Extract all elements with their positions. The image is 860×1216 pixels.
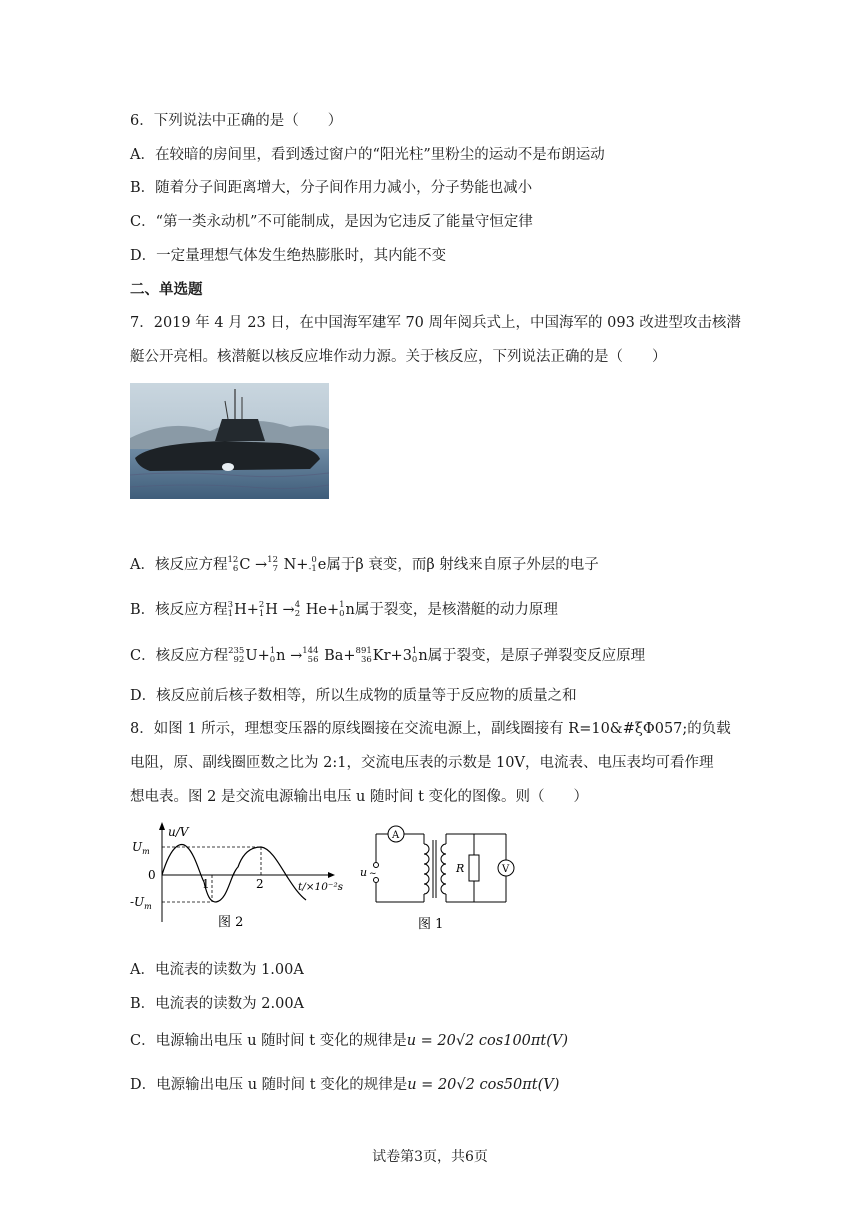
um-sub: m	[142, 847, 150, 856]
q6-option-c: C．“第一类永动机”不可能制成，是因为它违反了能量守恒定律	[130, 214, 533, 230]
tick-2: 2	[256, 877, 264, 891]
q8-option-d-prefix: D．电源输出电压 u 随时间 t 变化的规律是	[130, 1077, 408, 1093]
zero-label: 0	[148, 868, 156, 882]
um-label: U	[132, 840, 143, 854]
q8-stem-line1: 8．如图 1 所示，理想变压器的原线圈接在交流电源上，副线圈接有 R=10&#ξΦ057;的负载	[130, 721, 731, 737]
fig1-caption: 图 1	[418, 917, 444, 932]
svg-text:-Um	[130, 895, 152, 911]
q7-option-a-suffix: 属于β 衰变，而β 射线来自原子外层的电子	[326, 557, 599, 573]
q7-option-d: D．核反应前后核子数相等，所以生成物的质量等于反应物的质量之和	[130, 688, 577, 704]
q7-option-b-suffix: 属于裂变，是核潜艇的动力原理	[354, 602, 558, 618]
svg-text:~: ~	[369, 869, 377, 879]
q7-option-c-suffix: 属于裂变，是原子弹裂变反应原理	[427, 648, 646, 664]
q8-stem-line2: 电阻，原、副线圈匝数之比为 2:1，交流电压表的示数是 10V，电流表、电压表均可看作理	[130, 755, 714, 771]
svg-text:Um	[132, 840, 150, 856]
q8-option-d	[130, 1075, 559, 1095]
fig2-caption: 图 2	[218, 915, 244, 930]
ammeter-label: A	[392, 830, 400, 841]
q8-option-c-prefix: C．电源输出电压 u 随时间 t 变化的规律是	[130, 1033, 407, 1049]
submarine-photo	[130, 383, 329, 499]
tick-1: 1	[202, 877, 210, 891]
axis-u-label: u/V	[168, 825, 189, 839]
section-heading: 二、单选题	[130, 281, 203, 298]
q7-option-c-prefix: C．核反应方程	[130, 648, 229, 664]
q8-option-c-formula: u = 20√2 cos100πt(V)	[406, 1033, 569, 1049]
nuclear-equation-c: 235 92 U+ 1 0 n → 144 56 Ba+ 891 36 Kr+3 1 0 n	[228, 646, 428, 665]
q7-stem-line2: 艇公开亮相。核潜艇以核反应堆作动力源。关于核反应，下列说法正确的是（ ）	[130, 349, 667, 365]
q6-option-b: B．随着分子间距离增大，分子间作用力减小，分子势能也减小	[130, 180, 533, 196]
q6-option-d: D．一定量理想气体发生绝热膨胀时，其内能不变	[130, 248, 447, 264]
q8-option-d-formula: u = 20√2 cos50πt(V)	[407, 1077, 560, 1093]
q7-option-b-prefix: B．核反应方程	[130, 602, 228, 618]
voltmeter-label: V	[502, 864, 510, 875]
page-footer: 试卷第3页，共6页	[372, 1149, 488, 1165]
q8-option-c	[130, 1031, 568, 1051]
q7-option-a	[130, 555, 599, 575]
q8-option-b: B．电流表的读数为 2.00A	[130, 996, 305, 1012]
q8-option-a: A．电流表的读数为 1.00A	[130, 962, 304, 978]
nuclear-equation-b: 3 1 H+ 2 1 H → 4 2 He+ 1 0 n	[227, 600, 355, 619]
q7-option-a-prefix: A．核反应方程	[130, 557, 228, 573]
figure-1-transformer-circuit	[356, 822, 526, 941]
figure-2-voltage-graph	[130, 822, 345, 941]
q7-stem-line1: 7．2019 年 4 月 23 日，在中国海军建军 70 周年阅兵式上，中国海军的 093 改进型攻击核潜	[130, 315, 741, 331]
resistor-label: R	[456, 862, 465, 875]
axis-t-label: t/×10⁻²s	[298, 881, 344, 893]
neg-um-label: -U	[130, 895, 145, 909]
q7-option-b	[130, 600, 558, 620]
q6-stem: 6．下列说法中正确的是（ ）	[130, 113, 343, 129]
nuclear-equation-a: 12 6 C → 12 7 N+ 0 -1 e	[227, 555, 327, 574]
q8-stem-line3: 想电表。图 2 是交流电源输出电压 u 随时间 t 变化的图像。则（ ）	[130, 789, 589, 805]
q7-option-c	[130, 646, 645, 666]
source-u-label: u	[360, 866, 368, 879]
neg-um-sub: m	[144, 902, 152, 911]
q6-option-a: A．在较暗的房间里，看到透过窗户的“阳光柱”里粉尘的运动不是布朗运动	[130, 147, 605, 163]
